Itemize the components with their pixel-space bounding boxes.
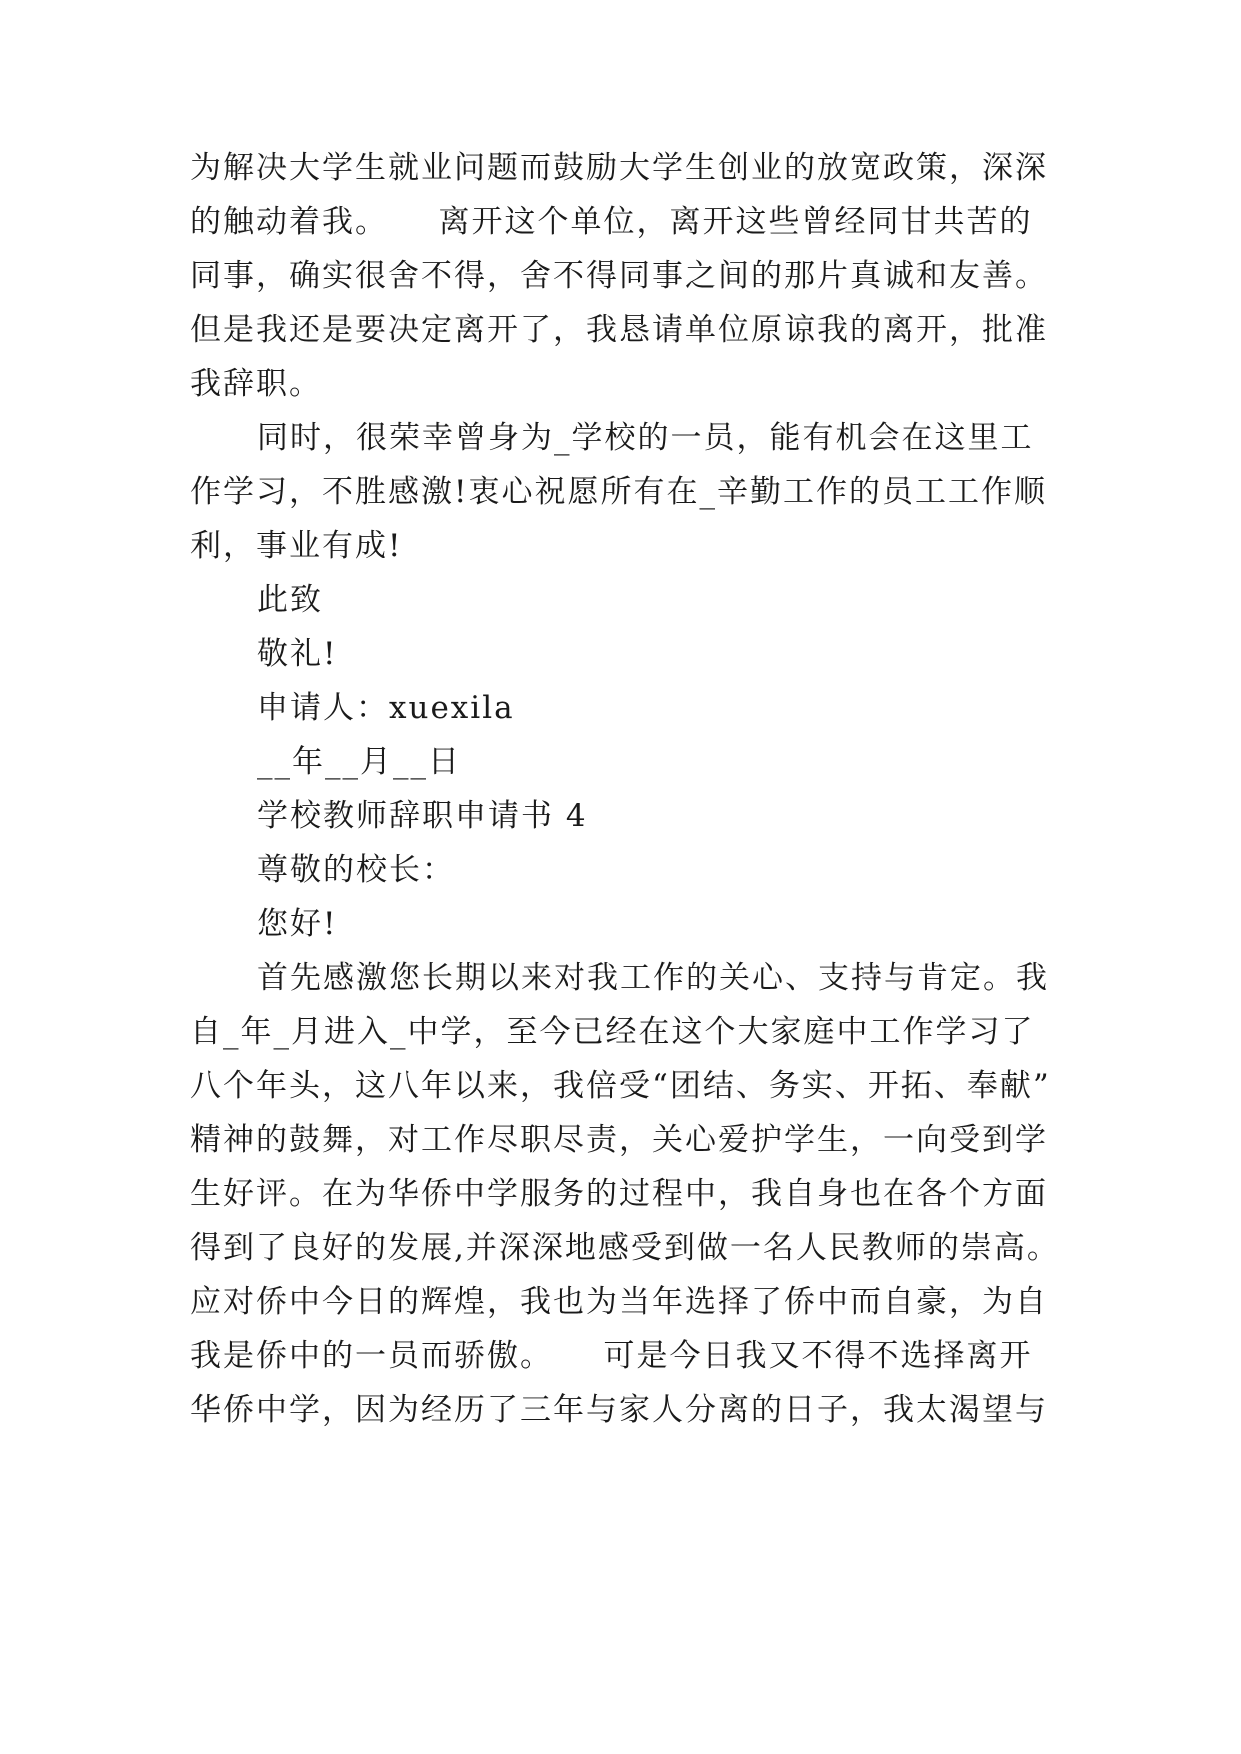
text-line: 的触动着我。 离开这个单位，离开这些曾经同甘共苦的	[190, 204, 1033, 240]
text-line: 敬礼!	[257, 636, 338, 672]
text-line: 自_年_月进入_中学，至今已经在这个大家庭中工作学习了	[190, 1014, 1035, 1050]
text-line: 同时，很荣幸曾身为_学校的一员，能有机会在这里工	[257, 420, 1034, 456]
text-line: 我是侨中的一员而骄傲。 可是今日我又不得不选择离开	[190, 1338, 1033, 1374]
text-line: 作学习，不胜感激!衷心祝愿所有在_辛勤工作的员工工作顺	[190, 474, 1047, 510]
text-line: 生好评。在为华侨中学服务的过程中，我自身也在各个方面	[190, 1176, 1048, 1212]
text-line: 为解决大学生就业问题而鼓励大学生创业的放宽政策，深深	[190, 150, 1048, 186]
text-line: 精神的鼓舞，对工作尽职尽责，关心爱护学生，一向受到学	[190, 1122, 1048, 1158]
salutation: 尊敬的校长：	[257, 852, 455, 888]
text-line: 申请人：xuexila	[257, 690, 515, 726]
text-line: 八个年头，这八年以来，我倍受“团结、务实、开拓、奉献”	[190, 1068, 1051, 1104]
text-line: 但是我还是要决定离开了，我恳请单位原谅我的离开，批准	[190, 312, 1048, 348]
text-line: 此致	[257, 582, 323, 618]
text-line: 我辞职。	[190, 366, 322, 402]
text-line: 应对侨中今日的辉煌，我也为当年选择了侨中而自豪，为自	[190, 1284, 1048, 1320]
text-line: 首先感激您长期以来对我工作的关心、支持与肯定。我	[257, 960, 1049, 996]
text-line: 得到了良好的发展,并深深地感受到做一名人民教师的崇高。	[190, 1230, 1060, 1266]
text-line: 利，事业有成!	[190, 528, 403, 564]
greeting: 您好!	[257, 906, 338, 942]
text-line: __年__月__日	[257, 744, 461, 780]
section-title: 学校教师辞职申请书 4	[257, 798, 588, 834]
text-line: 同事，确实很舍不得，舍不得同事之间的那片真诚和友善。	[190, 258, 1048, 294]
text-line: 华侨中学，因为经历了三年与家人分离的日子，我太渴望与	[190, 1392, 1048, 1428]
